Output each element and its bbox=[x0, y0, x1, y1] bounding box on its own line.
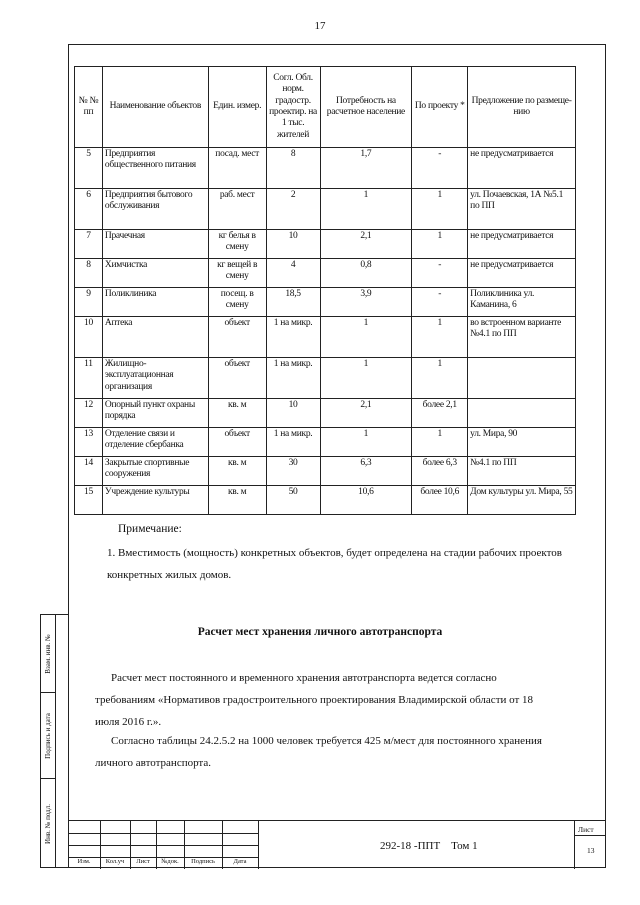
cell-need: 0,8 bbox=[320, 259, 412, 288]
header-proposal: Предложение по размеще- нию bbox=[468, 67, 576, 148]
table-row bbox=[75, 486, 576, 515]
cell-unit: кг белья в смену bbox=[208, 230, 266, 259]
header-project: По проекту * bbox=[412, 67, 468, 148]
cell-name: Поликлиника bbox=[102, 288, 208, 317]
cell-need: 2,1 bbox=[320, 399, 412, 428]
cell-project: 1 bbox=[412, 230, 468, 259]
side-label-inventory: Инв. № подл. bbox=[44, 804, 52, 844]
stamp-label-change: Изм. bbox=[77, 858, 91, 865]
cell-proposal: не предусматривается bbox=[468, 259, 576, 288]
cell-norm: 2 bbox=[266, 189, 320, 230]
cell-project: более 2,1 bbox=[412, 399, 468, 428]
header-norm: Согл. Обл. норм. градостр. проектир. на 1 тыс. жителей bbox=[266, 67, 320, 148]
cell-name: Жилищно-эксплуатационная организация bbox=[102, 358, 208, 399]
page-number: 17 bbox=[314, 20, 326, 32]
side-divider bbox=[55, 615, 56, 867]
note-title: Примечание: bbox=[118, 523, 182, 535]
cell-proposal: Поликлиника ул. Каманина, 6 bbox=[468, 288, 576, 317]
cell-proposal: не предусматривается bbox=[468, 148, 576, 189]
cell-name: Аптека bbox=[102, 317, 208, 358]
section-paragraph: Расчет мест постоянного и временного хранения автотранспорта ведется согласно требованиям «Нормативов градостроительного проектирования Владимирской области от 18 июля 2016 г.». bbox=[95, 672, 534, 728]
table-row bbox=[75, 399, 576, 428]
cell-unit: объект bbox=[208, 317, 266, 358]
cell-proposal: Дом культуры ул. Мира, 55 bbox=[468, 486, 576, 515]
side-label-signature: Подпись и дата bbox=[44, 712, 52, 759]
header-need: Потребность на расчетное население bbox=[320, 67, 412, 148]
table-row bbox=[75, 288, 576, 317]
title-block-line bbox=[68, 833, 258, 834]
cell-norm: 1 на микр. bbox=[266, 358, 320, 399]
cell-number: 15 bbox=[75, 486, 103, 515]
cell-proposal: №4.1 по ПП bbox=[468, 457, 576, 486]
cell-norm: 50 bbox=[266, 486, 320, 515]
cell-unit: объект bbox=[208, 428, 266, 457]
note-text: 1. Вместимость (мощность) конкретных объектов, будет определена на стадии рабочих проектов конкретных жилых домов. bbox=[107, 547, 562, 581]
title-block-line bbox=[258, 821, 259, 869]
cell-need: 1,7 bbox=[320, 148, 412, 189]
cell-need: 10,6 bbox=[320, 486, 412, 515]
side-stamp-strip bbox=[40, 614, 69, 868]
cell-name: Химчистка bbox=[102, 259, 208, 288]
cell-need: 1 bbox=[320, 428, 412, 457]
stamp-label-count: Кол.уч bbox=[105, 858, 125, 865]
cell-name: Предприятия общественного питания bbox=[102, 148, 208, 189]
side-label-replacement: Взам. инв. № bbox=[44, 633, 52, 674]
cell-norm: 30 bbox=[266, 457, 320, 486]
cell-number: 7 bbox=[75, 230, 103, 259]
stamp-label-doc: №док. bbox=[161, 858, 179, 865]
cell-proposal: во встроенном варианте №4.1 по ПП bbox=[468, 317, 576, 358]
cell-project: 1 bbox=[412, 317, 468, 358]
cell-name: Опорный пункт охраны порядка bbox=[102, 399, 208, 428]
header-unit: Един. измер. bbox=[208, 67, 266, 148]
cell-need: 1 bbox=[320, 189, 412, 230]
cell-number: 10 bbox=[75, 317, 103, 358]
cell-norm: 8 bbox=[266, 148, 320, 189]
cell-project: 1 bbox=[412, 358, 468, 399]
side-cell-signature bbox=[41, 693, 55, 779]
cell-unit: кв. м bbox=[208, 457, 266, 486]
table-row bbox=[75, 457, 576, 486]
cell-project: более 6,3 bbox=[412, 457, 468, 486]
cell-norm: 10 bbox=[266, 230, 320, 259]
cell-need: 3,9 bbox=[320, 288, 412, 317]
sheet-label: Лист bbox=[578, 825, 594, 834]
cell-unit: кв. м bbox=[208, 486, 266, 515]
cell-need: 1 bbox=[320, 358, 412, 399]
sheet-number: 13 bbox=[587, 846, 595, 855]
cell-norm: 1 на микр. bbox=[266, 428, 320, 457]
cell-project: более 10,6 bbox=[412, 486, 468, 515]
table-row bbox=[75, 230, 576, 259]
cell-project: 1 bbox=[412, 189, 468, 230]
cell-unit: посещ. в смену bbox=[208, 288, 266, 317]
cell-norm: 1 на микр. bbox=[266, 317, 320, 358]
stamp-label-signature: Подпись bbox=[191, 858, 215, 865]
cell-name: Учреждение культуры bbox=[102, 486, 208, 515]
cell-unit: посад. мест bbox=[208, 148, 266, 189]
title-block bbox=[68, 820, 606, 868]
section-heading: Расчет мест хранения личного автотранспорта bbox=[197, 626, 443, 638]
cell-need: 1 bbox=[320, 317, 412, 358]
table-row bbox=[75, 259, 576, 288]
cell-need: 6,3 bbox=[320, 457, 412, 486]
cell-number: 5 bbox=[75, 148, 103, 189]
cell-name: Закрытые спортивные сооружения bbox=[102, 457, 208, 486]
cell-number: 13 bbox=[75, 428, 103, 457]
cell-project: - bbox=[412, 259, 468, 288]
cell-proposal: ул. Мира, 90 bbox=[468, 428, 576, 457]
cell-norm: 4 bbox=[266, 259, 320, 288]
cell-number: 6 bbox=[75, 189, 103, 230]
document-code: 292-18 -ППТ Том 1 bbox=[380, 840, 478, 852]
cell-unit: кг вещей в смену bbox=[208, 259, 266, 288]
cell-proposal: ул. Почаевская, 1А №5.1 по ПП bbox=[468, 189, 576, 230]
stamp-label-date: Дата bbox=[233, 858, 247, 865]
cell-proposal bbox=[468, 399, 576, 428]
cell-number: 12 bbox=[75, 399, 103, 428]
title-block-line bbox=[68, 845, 258, 846]
title-block-line bbox=[574, 835, 606, 836]
table-row bbox=[75, 148, 576, 189]
cell-project: - bbox=[412, 288, 468, 317]
cell-proposal bbox=[468, 358, 576, 399]
cell-norm: 10 bbox=[266, 399, 320, 428]
cell-unit: объект bbox=[208, 358, 266, 399]
table-row bbox=[75, 428, 576, 457]
cell-number: 9 bbox=[75, 288, 103, 317]
cell-proposal: не предусматривается bbox=[468, 230, 576, 259]
objects-table bbox=[74, 66, 576, 515]
cell-number: 14 bbox=[75, 457, 103, 486]
title-block-line bbox=[574, 821, 575, 869]
cell-name: Предприятия бытового обслуживания bbox=[102, 189, 208, 230]
table-row bbox=[75, 358, 576, 399]
section-paragraph: Согласно таблицы 24.2.5.2 на 1000 человек требуется 425 м/мест для постоянного хранения личного автотранспорта. bbox=[95, 735, 542, 769]
header-name: Наименование объектов bbox=[102, 67, 208, 148]
stamp-label-sheet: Лист bbox=[136, 858, 150, 865]
cell-unit: раб. мест bbox=[208, 189, 266, 230]
side-cell-inventory bbox=[41, 779, 55, 869]
cell-norm: 18,5 bbox=[266, 288, 320, 317]
table-row bbox=[75, 189, 576, 230]
cell-number: 11 bbox=[75, 358, 103, 399]
cell-unit: кв. м bbox=[208, 399, 266, 428]
cell-name: Прачечная bbox=[102, 230, 208, 259]
header-number: № № пп bbox=[75, 67, 103, 148]
cell-project: 1 bbox=[412, 428, 468, 457]
cell-name: Отделение связи и отделение сбербанка bbox=[102, 428, 208, 457]
cell-need: 2,1 bbox=[320, 230, 412, 259]
table-header-row bbox=[75, 67, 576, 148]
table-row bbox=[75, 317, 576, 358]
cell-number: 8 bbox=[75, 259, 103, 288]
cell-project: - bbox=[412, 148, 468, 189]
